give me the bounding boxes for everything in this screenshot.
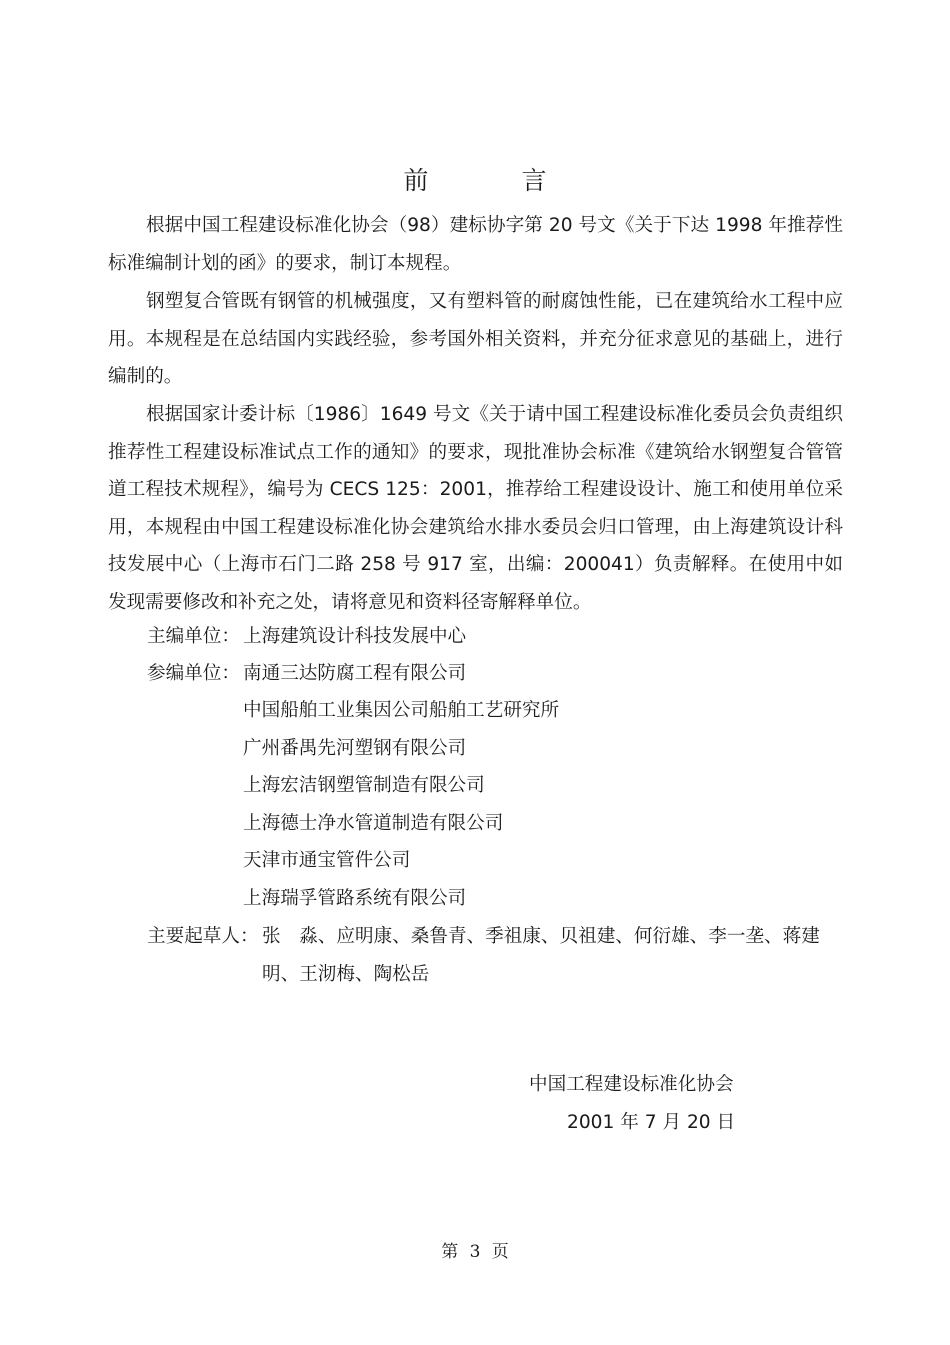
participating-units-label: 参编单位： [147,663,240,684]
drafters-label: 主要起草人： [147,926,259,947]
paragraph-3: 根据国家计委计标〔1986〕1649 号文《关于请中国工程建设标准化委员会负责组织推荐性工程建设标准试点工作的通知》的要求，现批准协会标准《建筑给水钢塑复合管管道工程技术规程》，编号为 CECS 125：2001，推荐给工程建设设计、施工和使用单位采用，本规程由中国工程建设标准化协会建筑给水排水委员会归口管理，由上海建筑设计科技发展中心（上海市石门二路 258 号 917 室，出编：200041）负责解释。在使用中如发现需要修改和补充之处，请将意见和资料径寄解释单位。 [108,404,843,613]
paragraph-2: 钢塑复合管既有钢管的机械强度，又有塑料管的耐腐蚀性能，已在建筑给水工程中应用。本规程是在总结国内实践经验，参考国外相关资料，并充分征求意见的基础上，进行编制的。 [108,291,843,387]
chief-unit-label: 主编单位： [147,626,240,647]
participating-unit-item: 上海宏洁钢塑管制造有限公司 [243,775,485,796]
participating-unit-item: 天津市通宝管件公司 [243,850,411,871]
participating-unit-item: 上海瑞孚管路系统有限公司 [243,888,467,909]
participating-unit-item: 南通三达防腐工程有限公司 [243,663,467,684]
page-title: 前 言 [403,166,581,195]
paragraph-1: 根据中国工程建设标准化协会（98）建标协字第 20 号文《关于下达 1998 年推荐性标准编制计划的函》的要求，制订本规程。 [108,215,843,274]
page-number: 第 3 页 [441,1242,509,1262]
chief-unit-value: 上海建筑设计科技发展中心 [243,626,467,647]
participating-unit-item: 上海德士净水管道制造有限公司 [243,813,504,834]
drafters-names: 张 淼、应明康、桑鲁青、季祖康、贝祖建、何衍雄、李一垄、蒋建明、王沏梅、陶松岳 [262,926,820,985]
participating-unit-item: 中国船舶工业集因公司船舶工艺研究所 [243,700,560,721]
signature-date: 2001 年 7 月 20 日 [567,1112,736,1133]
signature-organization: 中国工程建设标准化协会 [529,1074,734,1095]
participating-unit-item: 广州番禺先河塑钢有限公司 [243,738,467,759]
